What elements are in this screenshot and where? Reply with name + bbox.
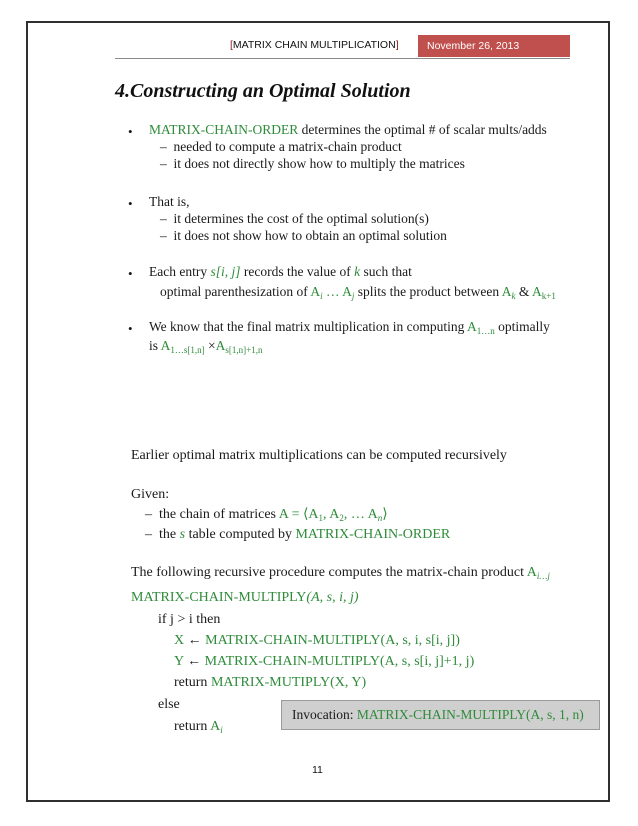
var-x: X [174, 633, 185, 648]
keyword: return [174, 719, 211, 734]
slide1-bullet1-sub1: – needed to compute a matrix-chain product [160, 139, 402, 154]
mat-a: A [466, 319, 477, 334]
proc-name: MATRIX-CHAIN-MULTIPLY [205, 633, 381, 648]
sub: s[1,n]+1,n [225, 345, 263, 355]
text: We know that the final matrix multiplication in computing [149, 319, 467, 334]
sub: n [377, 513, 383, 523]
chain: , A [323, 507, 340, 522]
proc-name: MATRIX-CHAIN-ORDER [295, 527, 451, 542]
times: × [204, 338, 216, 353]
sub: 2 [339, 513, 344, 523]
text: optimal parenthesization of [160, 284, 311, 299]
invocation-box [281, 700, 600, 730]
sub-k1: k+1 [541, 291, 556, 301]
code-return2 [174, 719, 223, 735]
slide2-given-item2: – the s table computed by MATRIX-CHAIN-ORDER [145, 527, 451, 542]
slide1-bullet2-sub2: – it does not show how to obtain an optimal solution [160, 228, 447, 243]
arrow: ← [184, 633, 206, 648]
text: optimally [494, 319, 550, 334]
text: table computed by [185, 527, 296, 542]
slide1-bullet1 [149, 122, 547, 138]
text: is [149, 338, 161, 353]
label: Invocation: [292, 707, 357, 722]
sub-text: it determines the cost of the optimal solution(s) [173, 211, 429, 226]
header-title [230, 39, 399, 51]
slide1-bullet3-line2 [160, 284, 556, 300]
text: such that [360, 264, 412, 279]
sub-text: it does not directly show how to multiply the matrices [173, 156, 465, 171]
header-bracket-close: ] [395, 39, 399, 51]
slide1-bullet1-sub2: – it does not directly show how to multiply the matrices [160, 156, 465, 171]
bullet-text: determines the optimal # of scalar mults/adds [298, 122, 547, 137]
mat-a: A [532, 284, 542, 299]
mat-a: A [501, 284, 512, 299]
args: (A, s, i, j) [306, 590, 359, 605]
var-s: s [210, 264, 216, 279]
code-x-assign [174, 633, 460, 649]
text: splits the product between [354, 284, 502, 299]
args: (A, s, 1, n) [526, 707, 584, 722]
sub: 1 [318, 513, 324, 523]
page-number: 11 [312, 764, 323, 776]
code-signature [131, 590, 359, 606]
var-s: s [179, 527, 186, 542]
sub-k: k [511, 291, 516, 301]
text: the [159, 527, 180, 542]
code-else: else [158, 697, 180, 712]
section-heading: 4.Constructing an Optimal Solution [115, 80, 411, 102]
var-k: k [354, 264, 361, 279]
invocation-text [292, 707, 584, 723]
keyword: return [174, 675, 211, 690]
header-title-text: MATRIX CHAIN MULTIPLICATION [232, 39, 396, 51]
args: (A, s, s[i, j]+1, j) [380, 654, 475, 669]
header-divider [115, 58, 570, 59]
mat-a: A [310, 284, 321, 299]
slide2-following [131, 565, 550, 581]
bullet-icon: • [128, 124, 133, 139]
sub-j: j [351, 291, 355, 301]
var-ij: [i, j] [215, 264, 241, 279]
text: & [515, 284, 533, 299]
chain: A = ⟨A [278, 507, 319, 522]
sub-text: it does not show how to obtain an optimal solution [173, 228, 447, 243]
sub-text: needed to compute a matrix-chain product [173, 139, 402, 154]
sub: i…j [536, 571, 550, 581]
sub-i: i [320, 291, 323, 301]
arrow: ← [183, 654, 205, 669]
code-y-assign [174, 654, 474, 670]
proc-name: MATRIX-CHAIN-MULTIPLY [204, 654, 381, 669]
bullet-icon: • [128, 321, 133, 336]
proc-name: MATRIX-CHAIN-ORDER [149, 122, 299, 137]
header-bracket-open: [ [230, 39, 233, 51]
chain: ⟩ [382, 507, 388, 522]
slide1-bullet3-line1 [149, 264, 412, 280]
slide2-given: Given: [131, 487, 170, 502]
mat-a: A [160, 338, 171, 353]
bullet-icon: • [128, 266, 133, 281]
text: records the value of [240, 264, 355, 279]
code-if: if j > i then [158, 612, 221, 627]
dots: … [322, 284, 343, 299]
chain: , … A [343, 507, 378, 522]
proc-name: MATRIX-MUTIPLY(X, Y) [210, 675, 367, 690]
slide1-bullet4-line2 [149, 338, 262, 354]
header-date: November 26, 2013 [418, 35, 570, 57]
proc-name: MATRIX-CHAIN-MULTIPLY [131, 590, 307, 605]
bullet-icon: • [128, 196, 133, 211]
args: (A, s, i, s[i, j]) [380, 633, 460, 648]
slide1-bullet2-sub1: – it determines the cost of the optimal solution(s) [160, 211, 429, 226]
sub: i [220, 725, 223, 735]
text: Each entry [149, 264, 211, 279]
sub: 1…n [476, 326, 495, 336]
slide1-bullet2: That is, [149, 194, 190, 209]
text: The following recursive procedure computes the matrix-chain product [131, 565, 527, 580]
sub: 1…s[1,n] [170, 345, 205, 355]
mat-a: A [342, 284, 352, 299]
var-y: Y [174, 654, 184, 669]
mat-a: A [210, 719, 221, 734]
mat-a: A [526, 565, 537, 580]
slide1-bullet4-line1 [149, 319, 550, 335]
slide2-given-item1: – the chain of matrices $A = ⟨A_1$, $A_2$, … $A_n⟩$ [145, 507, 388, 523]
mat-a: A [215, 338, 226, 353]
proc-name: MATRIX-CHAIN-MULTIPLY [356, 707, 527, 722]
slide2-intro: Earlier optimal matrix multiplications can be computed recursively [131, 448, 507, 463]
code-return1 [174, 675, 366, 691]
text: the chain of matrices [159, 507, 279, 522]
